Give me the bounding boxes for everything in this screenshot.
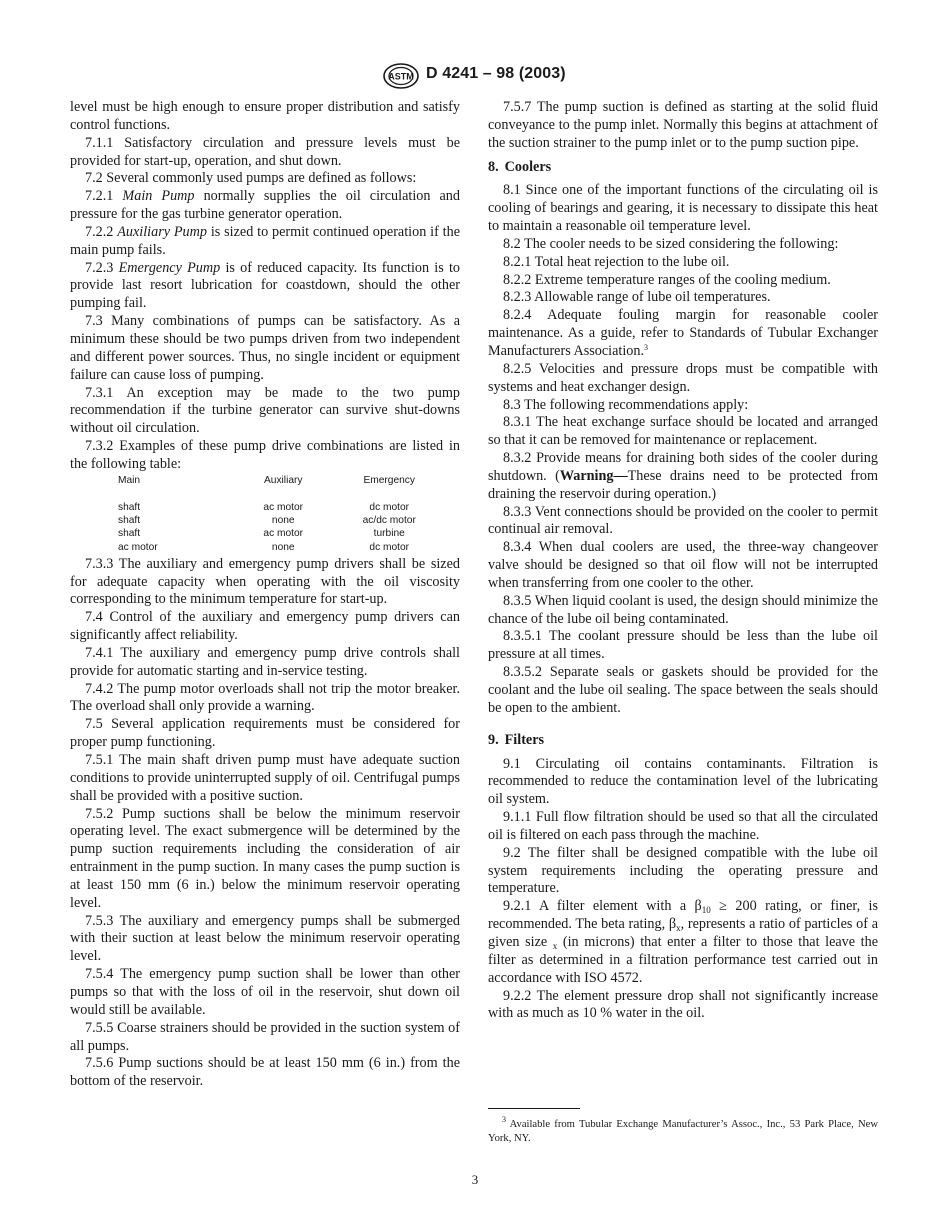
page-header: [0, 62, 950, 92]
clause-number: 7.2.2: [85, 223, 114, 240]
table-row: [98, 527, 450, 540]
pump-combinations-table: [98, 474, 450, 554]
table-cell: shaft: [118, 528, 141, 540]
paragraph: 9.2 The filter shall be designed compatible with the lube oil system requirements including the operating pressure and temperature.: [488, 844, 878, 897]
paragraph: 7.5.4 The emergency pump suction shall be lower than other pumps so that with the loss of oil in the reservoir, shut down oil would still be available.: [70, 966, 460, 1018]
paragraph: [488, 450, 878, 504]
clause-text: , represents a ratio of particles of a given size: [488, 916, 878, 950]
paragraph: [70, 188, 460, 224]
clause-text: 8.2.4 Adequate fouling margin for reasonable cooler maintenance. As a guide, refer to Standards of Tubular Exchanger Manufacturers Association.: [488, 307, 878, 359]
logo-text: ASTM: [388, 71, 414, 82]
footnote-reference: 3: [644, 342, 649, 352]
section-heading-coolers: [488, 159, 878, 177]
paragraph: 7.1.1 Satisfactory circulation and pressure levels must be provided for start-up, operation, and shut down.: [70, 134, 460, 169]
defined-term: Emergency Pump: [118, 259, 221, 276]
table-row: [98, 541, 450, 554]
paragraph: level must be high enough to ensure proper distribution and satisfy control functions.: [70, 99, 460, 133]
section-title: Filters: [504, 731, 545, 748]
paragraph: 9.1.1 Full flow filtration should be used so that all the circulated oil is filtered on each pass through the machine.: [488, 809, 878, 843]
paragraph: 7.3.3 The auxiliary and emergency pump drivers shall be sized for adequate capacity when operating with the oil viscosity corresponding to the minimum temperature for start-up.: [70, 555, 460, 608]
left-column: [70, 99, 460, 1091]
paragraph: 8.2.2 Extreme temperature ranges of the cooling medium.: [503, 271, 831, 288]
table-cell: ac motor: [118, 541, 158, 553]
paragraph: 7.5.3 The auxiliary and emergency pumps shall be submerged with their suction at least below the minimum reservoir operating level.: [70, 912, 460, 965]
clause-text: ≥ 200 rating, or finer, is recommended. The beta rating, β: [488, 898, 878, 933]
footnote: [488, 1115, 878, 1146]
paragraph: 8.2.1 Total heat rejection to the lube oil.: [503, 253, 730, 270]
clause-text: These drains need to be protected from draining the reservoir during operation.): [488, 467, 878, 502]
table-cell: ac motor: [263, 501, 304, 513]
section-title: Coolers: [504, 158, 552, 175]
paragraph: 8.2 The cooler needs to be sized considering the following:: [503, 235, 839, 252]
clause-text: 9.2.1 A filter element with a β: [503, 898, 702, 915]
paragraph: [488, 898, 878, 987]
paragraph: 7.5.2 Pump suctions shall be below the minimum reservoir operating level. The exact submergence will be determined by the pump suction requirements including the consideration of air entrainment in the pump suction. In many cases the pump suction is at least 150 mm (6 in.) below the minimum reservoir operating level.: [70, 805, 460, 911]
right-column: [488, 99, 878, 1023]
paragraph: 7.2 Several commonly used pumps are defined as follows:: [85, 170, 417, 187]
column-header: Main: [118, 474, 141, 486]
column-header: Auxiliary: [263, 474, 303, 486]
table-header-row: [98, 474, 450, 501]
paragraph: 8.3.5 When liquid coolant is used, the design should minimize the chance of the lube oil being contaminated.: [488, 592, 878, 627]
paragraph: 7.5 Several application requirements must be considered for proper pump functioning.: [70, 716, 460, 751]
paragraph: 8.3.1 The heat exchange surface should be located and arranged so that it can be removed for maintenance or replacement.: [488, 414, 878, 449]
clause-number: 7.2.3: [85, 259, 114, 276]
paragraph: 8.3 The following recommendations apply:: [503, 396, 749, 413]
clause-number: 7.2.1: [85, 188, 114, 205]
defined-term: Main Pump: [122, 188, 195, 205]
standard-designation: D 4241 – 98 (2003): [426, 65, 566, 82]
paragraph: 8.3.3 Vent connections should be provided on the cooler to permit continual air removal.: [488, 503, 878, 538]
paragraph: 7.5.1 The main shaft driven pump must have adequate suction conditions to provide uninterrupted supply of oil. Centrifugal pumps shall be provided with a positive suction.: [70, 752, 460, 804]
section-number: 9.: [488, 731, 499, 748]
table-cell: ac/dc motor: [362, 515, 416, 527]
paragraph: [70, 260, 460, 314]
table-cell: none: [271, 541, 295, 553]
clause-text: normally supplies the oil circulation and pressure for the gas turbine generator operation.: [70, 188, 460, 223]
paragraph: 8.3.4 When dual coolers are used, the three-way changeover valve should be designed so that oil flow will not be interrupted when transferring from one cooler to the other.: [488, 539, 878, 591]
table-cell: ac motor: [263, 528, 304, 540]
paragraph: 7.5.7 The pump suction is defined as starting at the solid fluid conveyance to the pump inlet. Normally this begins at attachment of the suction strainer to the pump inlet or to the pump suction pipe.: [488, 99, 878, 151]
footnote-divider: [488, 1108, 580, 1109]
defined-term: Auxiliary Pump: [117, 223, 207, 240]
paragraph: 9.2.2 The element pressure drop shall not significantly increase with as much as 10 % water in the oil.: [488, 987, 878, 1022]
paragraph: 9.1 Circulating oil contains contaminants. Filtration is recommended to reduce the contamination level of the lubricating oil system.: [488, 755, 878, 808]
clause-text: is of reduced capacity. Its function is to provide last resort lubrication for coastdown, should the other pumping fail.: [70, 259, 461, 312]
paragraph: 7.5.6 Pump suctions should be at least 150 mm (6 in.) from the bottom of the reservoir.: [70, 1055, 460, 1090]
paragraph: 7.4 Control of the auxiliary and emergency pump drivers can significantly affect reliability.: [70, 609, 460, 644]
clause-text: 8.3.2 Provide means for draining both sides of the cooler during shutdown. (: [488, 450, 878, 484]
paragraph: 7.4.2 The pump motor overloads shall not trip the motor breaker. The overload shall only provide a warning.: [70, 680, 460, 715]
page-number: 3: [471, 1172, 479, 1187]
paragraph: 8.2.3 Allowable range of lube oil temperatures.: [503, 289, 771, 306]
paragraph: 7.3 Many combinations of pumps can be satisfactory. As a minimum these should be two pumps driven from two independent and different power sources. Thus, no single incident or equipment failure can cause loss of pumping.: [70, 313, 460, 383]
table-cell: turbine: [373, 528, 405, 540]
clause-text: is sized to permit continued operation if the main pump fails.: [70, 223, 460, 258]
paragraph: 7.3.2 Examples of these pump drive combinations are listed in the following table:: [70, 438, 460, 472]
paragraph: 7.3.1 An exception may be made to the two pump recommendation if the turbine generator can survive shut-downs without oil circulation.: [70, 384, 460, 437]
table-cell: shaft: [118, 501, 141, 513]
section-heading-filters: [488, 732, 878, 750]
paragraph: 8.3.5.2 Separate seals or gaskets should be provided for the coolant and the lube oil sealing. The space between the seals should be open to the ambient.: [488, 664, 878, 716]
table-cell: dc motor: [369, 501, 410, 513]
clause-text: (in microns) that enter a filter to those that leave the filter as determined in a filtration performance test carried out in accordance with ISO 4572.: [488, 933, 878, 986]
table-row: [98, 514, 450, 527]
paragraph: 7.4.1 The auxiliary and emergency pump drive controls shall provide for automatic starting and in-service testing.: [70, 644, 460, 679]
subscript: x: [676, 923, 681, 934]
subscript: x: [552, 940, 558, 951]
footnote-mark: 3: [502, 1115, 506, 1124]
warning-label: Warning—: [559, 467, 628, 484]
table-cell: none: [271, 515, 295, 527]
paragraph: [488, 307, 878, 361]
astm-logo: [380, 62, 422, 90]
table-cell: dc motor: [369, 541, 410, 553]
section-number: 8.: [488, 158, 499, 175]
paragraph: 8.3.5.1 The coolant pressure should be less than the lube oil pressure at all times.: [488, 628, 878, 663]
paragraph: 7.5.5 Coarse strainers should be provided in the suction system of all pumps.: [70, 1019, 460, 1054]
paragraph: [70, 224, 460, 260]
table-cell: shaft: [118, 515, 141, 527]
subscript: 10: [701, 905, 711, 916]
paragraph: 8.1 Since one of the important functions of the circulating oil is cooling of bearings and gearing, it is necessary to dissipate this heat to maintain a reasonable oil temperature level.: [488, 182, 878, 235]
footnote-text: Available from Tubular Exchange Manufacturer’s Assoc., Inc., 53 Park Place, New York, NY.: [488, 1119, 878, 1144]
table-row: [98, 501, 450, 514]
column-header: Emergency: [363, 474, 415, 486]
paragraph: 8.2.5 Velocities and pressure drops must be compatible with systems and heat exchanger design.: [488, 360, 878, 395]
